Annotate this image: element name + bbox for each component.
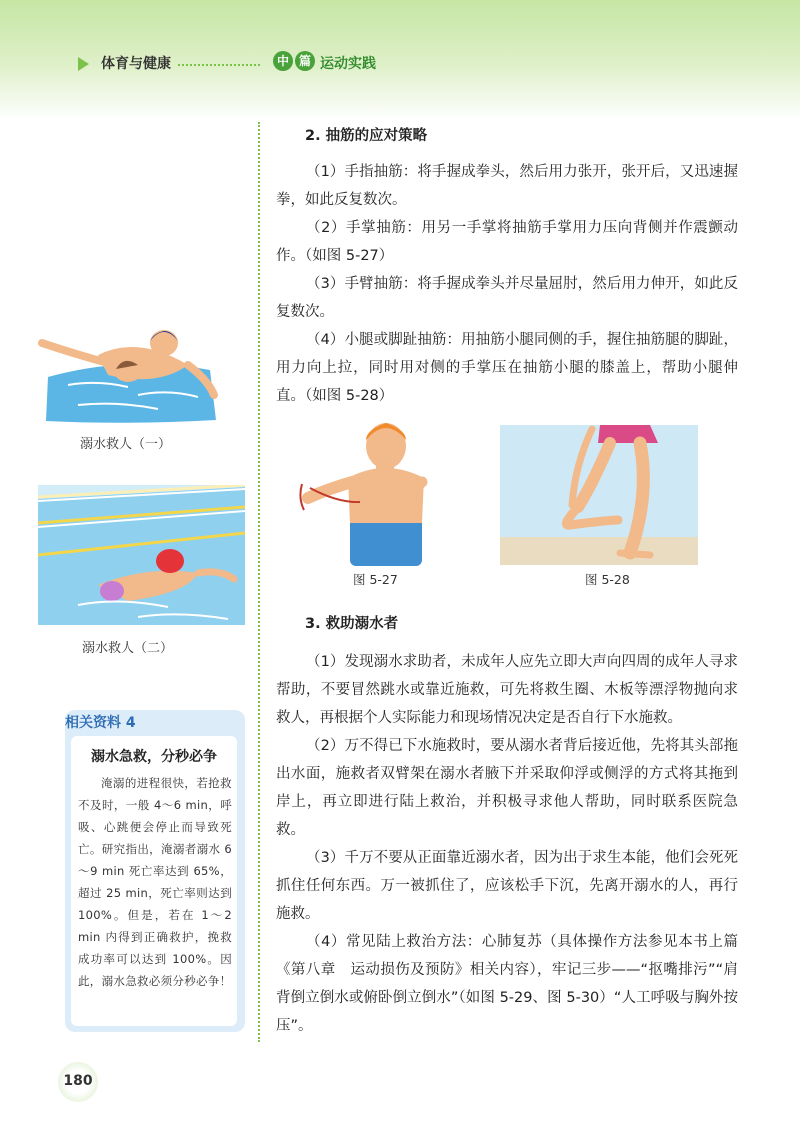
related-info-body: 淹溺的进程很快，若抢救不及时，一般 4～6 min，呼吸、心跳便会停止而导致死亡。研究指出，淹溺者溺水 6～9 min 死亡率达到 65%，超过 25 min，死亡率则达到 100%。但是，若在 1～2 min 内得到正确救护，挽救成功率可以达到 100%。因此，溺水急救必须分秒必争！ xyxy=(78,776,232,988)
header-badge-zhong: 中 xyxy=(273,51,293,71)
paragraph: （4）小腿或脚趾抽筋：用抽筋小腿同侧的手，握住抽筋腿的脚趾，用力向上拉，同时用对侧的手掌压在抽筋小腿的膝盖上，帮助小腿伸直。（如图 5-28） xyxy=(276,332,738,404)
figure-5-28-illustration xyxy=(500,425,698,565)
rescue-illustration-1 xyxy=(38,325,220,425)
paragraph: （4）常见陆上救治方法：心肺复苏（具体操作方法参见本书上篇《第八章 运动损伤及预防》相关内容），牢记三步——“抠嘴排污”“肩背倒立倒水或俯卧倒立倒水”（如图 5-29、图 5-30）“人工呼吸与胸外按压”。 xyxy=(276,934,738,1034)
section-3-heading: 3. 救助溺水者 xyxy=(305,616,399,632)
paragraph: （3）手臂抽筋：将手握成拳头并尽量屈肘，然后用力伸开，如此反复数次。 xyxy=(276,276,738,320)
paragraph: （1）手指抽筋：将手握成拳头，然后用力张开，张开后，又迅速握拳，如此反复数次。 xyxy=(276,164,738,208)
column-divider xyxy=(258,122,260,1042)
figure-5-27-illustration xyxy=(290,418,460,568)
page-number: 180 xyxy=(63,1073,93,1089)
section-2-heading: 2. 抽筋的应对策略 xyxy=(305,128,428,144)
rescue-caption-2: 溺水救人（二） xyxy=(82,641,174,656)
book-title: 体育与健康 xyxy=(101,56,171,72)
play-arrow-icon xyxy=(78,57,89,71)
header-badge-pian: 篇 xyxy=(295,51,315,71)
figure-5-27-caption: 图 5-27 xyxy=(353,572,398,587)
paragraph: （1）发现溺水求助者，未成年人应先立即大声向四周的成年人寻求帮助，不要冒然跳水或靠近施救，可先将救生圈、木板等漂浮物抛向求救人，再根据个人实际能力和现场情况决定是否自行下水施救。 xyxy=(276,654,738,726)
section-title: 运动实践 xyxy=(320,56,376,72)
header-dotted-line xyxy=(178,64,260,66)
related-info-title: 相关资料 4 xyxy=(65,715,136,731)
related-info-heading: 溺水急救，分秒必争 xyxy=(91,749,217,765)
section-3-body xyxy=(276,648,738,1040)
paragraph: （2）万不得已下水施救时，要从溺水者背后接近他，先将其头部拖出水面，施救者双臂架在溺水者腋下并采取仰浮或侧浮的方式将其拖到岸上，再立即进行陆上救治，并积极寻求他人帮助，同时联系医院急救。 xyxy=(276,738,738,838)
paragraph: （2）手掌抽筋：用另一手掌将抽筋手掌用力压向背侧并作震颤动作。（如图 5-27） xyxy=(276,220,738,264)
figure-5-28-caption: 图 5-28 xyxy=(585,572,630,587)
rescue-caption-1: 溺水救人（一） xyxy=(80,437,172,452)
section-2-body xyxy=(276,158,738,410)
paragraph: （3）千万不要从正面靠近溺水者，因为出于求生本能，他们会死死抓住任何东西。万一被抓住了，应该松手下沉，先离开溺水的人，再行施救。 xyxy=(276,850,738,922)
rescue-illustration-2 xyxy=(38,485,245,625)
